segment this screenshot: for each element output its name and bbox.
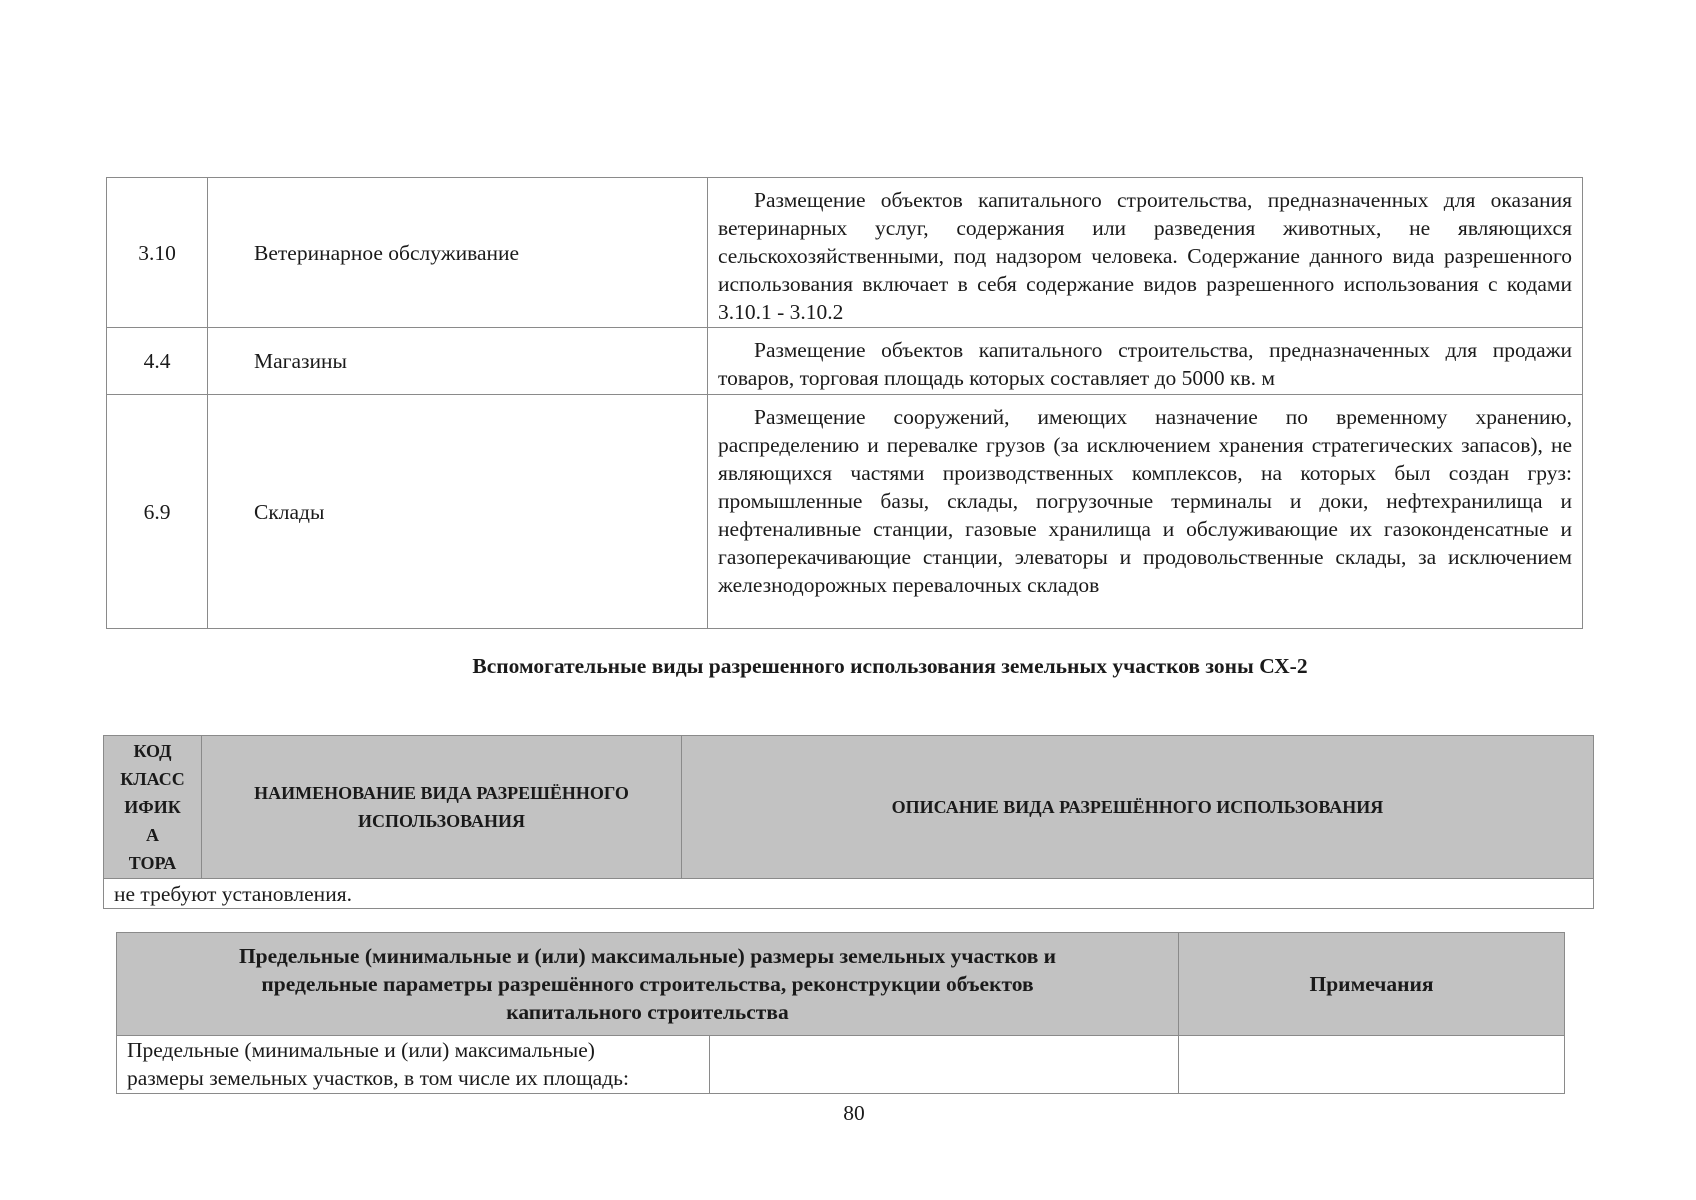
- table-row: [117, 1036, 1565, 1094]
- table-header-row: [104, 736, 1594, 879]
- limits-row-value: [710, 1036, 1179, 1094]
- use-description: [708, 395, 1583, 629]
- use-description-text: Размещение объектов капитального строительства, предназначенных для оказания ветеринарных услуг, содержания или разведения животных, не являющихся сельскохозяйственными, под надзором человека. Содержание данного вида разрешенного использования включает в себя содержание видов разрешенного использования с кодами 3.10.1 - 3.10.2: [718, 188, 1572, 324]
- section-heading: Вспомогательные виды разрешенного использования земельных участков зоны СХ-2: [472, 654, 1308, 678]
- use-description-text: Размещение сооружений, имеющих назначение по временному хранению, распределению и перевалке грузов (за исключением хранения стратегических запасов), не являющихся частями производственных комплексов, на которых был создан груз: промышленные базы, склады, погрузочные терминалы и доки, нефтехранилища и нефтеналивные станции, газовые хранилища и обслуживающие их газоконденсатные и газоперекачивающие станции, элеваторы и продовольственные склады, за исключением железнодорожных перевалочных складов: [718, 405, 1572, 597]
- use-description: [708, 178, 1583, 328]
- column-header-limits: Предельные (минимальные и (или) максимальные) размеры земельных участков и предельные параметры разрешённого строительства, реконструкции объектов капитального строительства: [117, 933, 1179, 1036]
- table-row: [104, 879, 1594, 909]
- column-header-code: КОД КЛАСС ИФИК А ТОРА: [104, 736, 202, 879]
- permitted-uses-table: [106, 177, 1583, 629]
- use-name: Ветеринарное обслуживание: [208, 178, 708, 328]
- table-header-row: [117, 933, 1565, 1036]
- limits-table: [116, 932, 1565, 1094]
- limits-row-notes: [1179, 1036, 1565, 1094]
- column-header-name: НАИМЕНОВАНИЕ ВИДА РАЗРЕШЁННОГО ИСПОЛЬЗОВАНИЯ: [202, 736, 682, 879]
- use-name: Склады: [208, 395, 708, 629]
- use-code: 6.9: [107, 395, 208, 629]
- table-row: [107, 328, 1583, 395]
- column-header-notes: Примечания: [1179, 933, 1565, 1036]
- page-number: 80: [843, 1101, 865, 1125]
- use-name: Магазины: [208, 328, 708, 395]
- use-code: 4.4: [107, 328, 208, 395]
- table-row: [107, 178, 1583, 328]
- limits-row-label: Предельные (минимальные и (или) максимальные) размеры земельных участков, в том числе их площадь:: [117, 1036, 710, 1094]
- auxiliary-note: не требуют установления.: [104, 879, 1594, 909]
- use-description: [708, 328, 1583, 395]
- auxiliary-uses-table: [103, 735, 1594, 909]
- use-description-text: Размещение объектов капитального строительства, предназначенных для продажи товаров, торговая площадь которых составляет до 5000 кв. м: [718, 338, 1572, 390]
- table-row: [107, 395, 1583, 629]
- use-code: 3.10: [107, 178, 208, 328]
- column-header-description: ОПИСАНИЕ ВИДА РАЗРЕШЁННОГО ИСПОЛЬЗОВАНИЯ: [682, 736, 1594, 879]
